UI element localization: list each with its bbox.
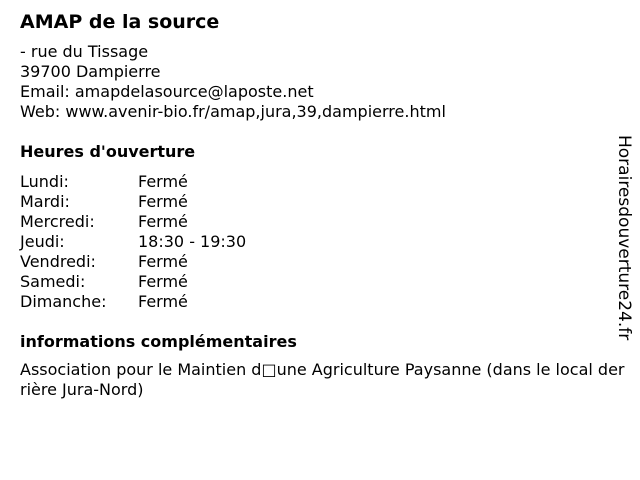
hours-row-vendredi — [20, 252, 628, 272]
city-address: 39700 Dampierre — [20, 62, 161, 81]
hours-day: Lundi: — [20, 172, 69, 191]
hours-heading: Heures d'ouverture — [20, 142, 196, 161]
hours-row-jeudi — [20, 232, 628, 252]
watermark-text: Horairesdouverture24.fr — [614, 135, 634, 341]
hours-day: Dimanche: — [20, 292, 107, 311]
hours-row-mercredi — [20, 212, 628, 232]
street-address: - rue du Tissage — [20, 42, 149, 61]
hours-time: Fermé — [138, 192, 188, 211]
contact-block — [20, 42, 628, 122]
web-line: Web: www.avenir-bio.fr/amap,jura,39,dampierre.html — [20, 102, 446, 121]
hours-time: Fermé — [138, 292, 188, 311]
hours-row-mardi — [20, 192, 628, 212]
hours-row-lundi — [20, 172, 628, 192]
hours-day: Mercredi: — [20, 212, 95, 231]
hours-day: Mardi: — [20, 192, 70, 211]
hours-time: Fermé — [138, 172, 188, 191]
business-name: AMAP de la source — [20, 11, 220, 33]
info-heading: informations complémentaires — [20, 332, 297, 351]
hours-time: Fermé — [138, 252, 188, 271]
hours-day: Samedi: — [20, 272, 86, 291]
hours-time: 18:30 - 19:30 — [138, 232, 247, 251]
info-text: Association pour le Maintien d□une Agriculture Paysanne (dans le local derrière Jura-Nord) — [20, 360, 625, 399]
hours-row-dimanche — [20, 292, 628, 312]
hours-table — [20, 172, 628, 312]
hours-day: Jeudi: — [20, 232, 65, 251]
hours-row-samedi — [20, 272, 628, 292]
hours-time: Fermé — [138, 212, 188, 231]
hours-time: Fermé — [138, 272, 188, 291]
site-watermark — [612, 135, 636, 345]
business-card — [20, 10, 628, 400]
hours-day: Vendredi: — [20, 252, 96, 271]
email-line: Email: amapdelasource@laposte.net — [20, 82, 314, 101]
